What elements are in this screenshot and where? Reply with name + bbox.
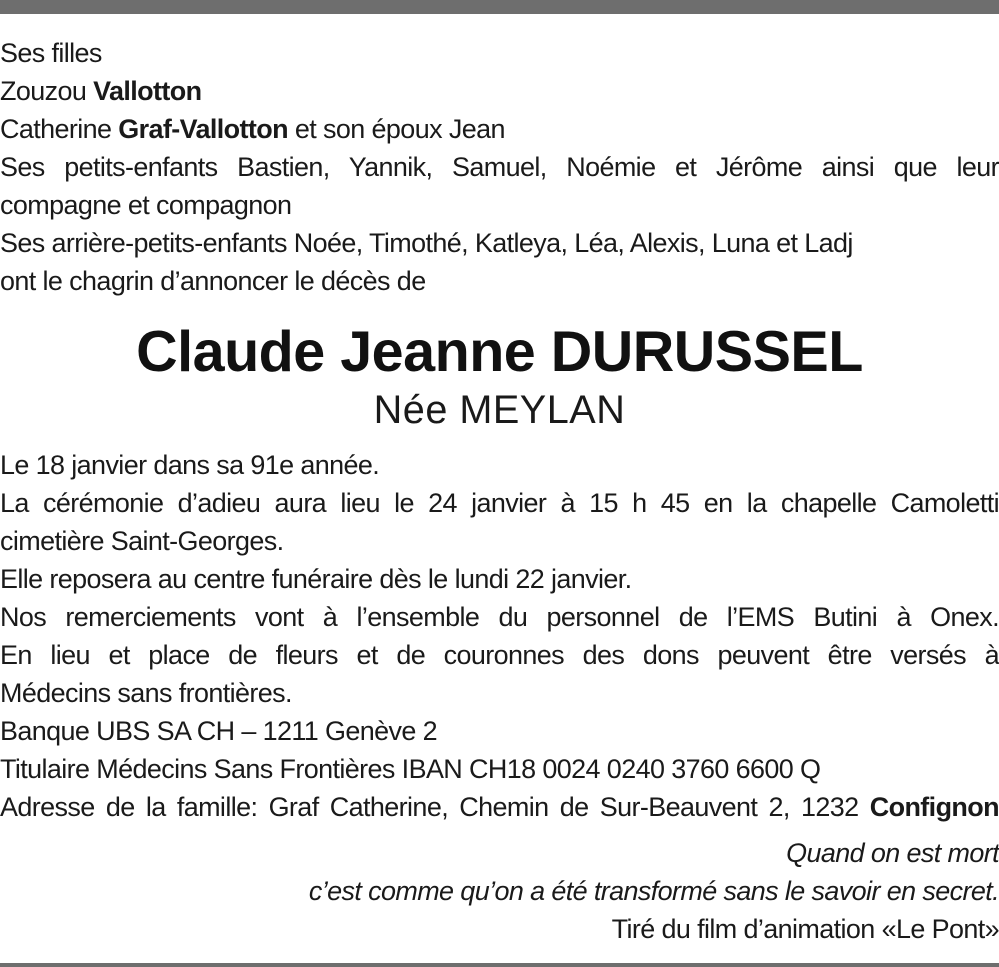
quote-line-1: Quand on est mort [786,838,999,868]
top-rule [0,0,999,14]
date-line: Le 18 janvier dans sa 91e année. [0,450,380,480]
thanks-line: Nos remerciements vont à l’ensemble du personnel de l’EMS Butini à Onex. [0,602,999,632]
quote-section [0,834,999,948]
quote-line-2: c’est comme qu’on a été transformé sans le savoir en secret. [308,876,999,906]
grandchildren-line-2: compagne et compagnon [0,190,292,220]
daughters-label: Ses filles [0,38,102,68]
deceased-name: Claude Jeanne DURUSSEL [136,320,863,384]
donations-line-2: Médecins sans frontières. [0,678,292,708]
ceremony-line-1: La cérémonie d’adieu aura lieu le 24 janvier à 15 h 45 en la chapelle Camoletti [0,488,999,518]
announcement: ont le chagrin d’annoncer le décès de [0,266,426,296]
details-section [0,446,999,826]
great-grandchildren: Ses arrière-petits-enfants Noée, Timothé, Katleya, Léa, Alexis, Luna et Ladj [0,228,853,258]
quote-source: Tiré du film d’animation «Le Pont» [611,914,999,944]
daughter-1-last-name: Vallotton [93,76,202,106]
maiden-name: Née MEYLAN [373,388,626,432]
grandchildren-line-1: Ses petits-enfants Bastien, Yannik, Samuel, Noémie et Jérôme ainsi que leur [0,152,999,182]
account-line: Titulaire Médecins Sans Frontières IBAN CH18 0024 0240 3760 6600 Q [0,754,821,784]
daughter-1-first-name: Zouzou [0,76,94,106]
rest-line: Elle reposera au centre funéraire dès le lundi 22 janvier. [0,564,632,594]
address-line [0,788,999,826]
bank-line: Banque UBS SA CH – 1211 Genève 2 [0,716,438,746]
address-town: Confignon [869,792,999,822]
address-prefix: Adresse de la famille: Graf Catherine, Chemin de Sur-Beauvent 2, 1232 [0,792,870,822]
bottom-rule [0,963,999,967]
daughter-2 [0,110,999,148]
ceremony-line-2: cimetière Saint-Georges. [0,526,284,556]
daughter-2-spouse: et son époux Jean [288,114,505,144]
daughter-2-last-name: Graf-Vallotton [118,114,288,144]
daughter-2-first-name: Catherine [0,114,119,144]
daughter-1 [0,72,999,110]
family-section [0,34,999,300]
donations-line-1: En lieu et place de fleurs et de couronnes des dons peuvent être versés à [0,640,999,670]
